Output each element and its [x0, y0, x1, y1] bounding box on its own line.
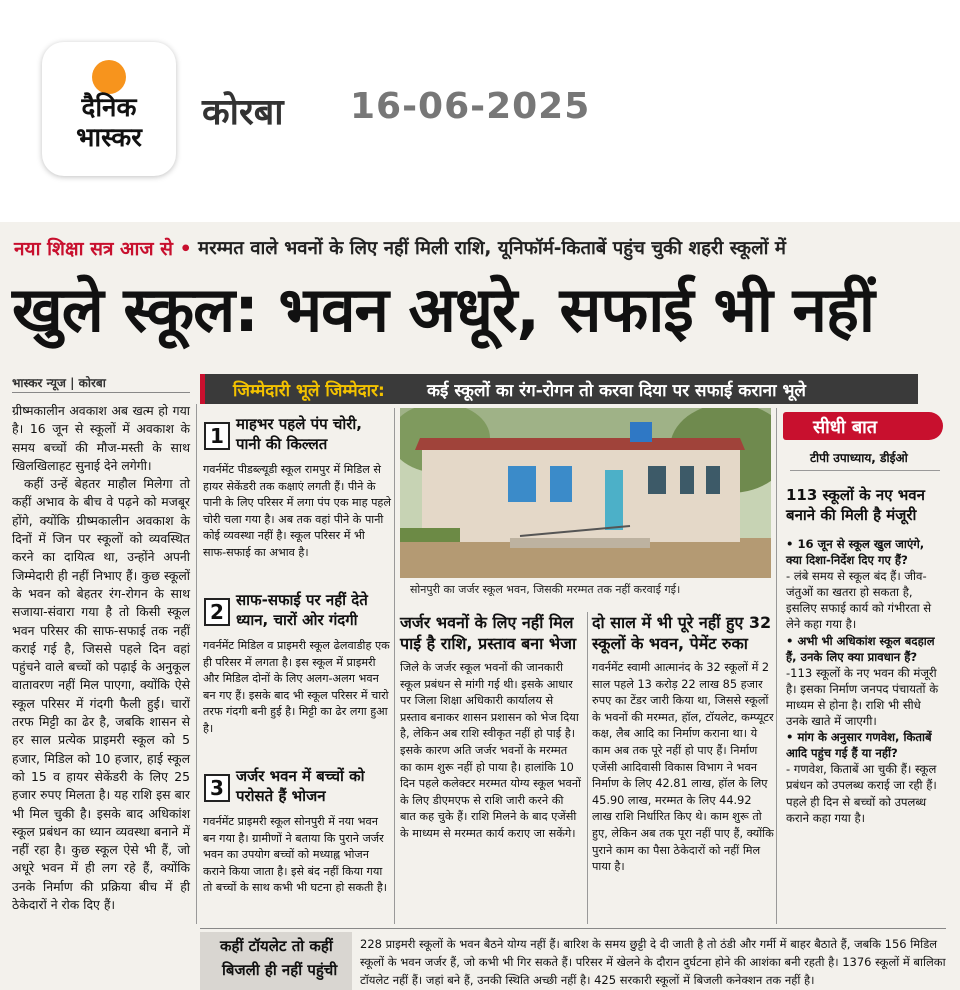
school-building-illustration [400, 408, 771, 578]
story-number: 3 [204, 774, 230, 802]
sun-icon [92, 60, 126, 94]
divider [790, 470, 940, 471]
divider [12, 392, 190, 393]
logo-line1: दैनिक [81, 93, 137, 123]
story-heading: जर्जर भवन में बच्चों को परोसते हैं भोजन [236, 767, 365, 805]
bottom-body: 228 प्राइमरी स्कूलों के भवन बैठने योग्य नहीं हैं। बारिश के समय छुट्टी दे दी जाती है तो ठंडी और गर्मी में बाहर बैठाते हैं, जबकि 156 मिडिल स्कूलों के भवन जर्जर हैं, जो कभी भी गिर सकते हैं। परिसर में खेलने के दौरान दुर्घटना होने की आशंका बनी रहती है। 1376 स्कूलों में बालिका टॉयलेट नहीं हैं। जहां बने हैं, उनकी स्थिति अच्छी नहीं है। 425 सरकारी स्कूलों में बिजली कनेक्शन तक नहीं है। [360, 937, 946, 987]
interview-question: • अभी भी अधिकांश स्कूल बदहाल हैं, उनके लिए क्या प्रावधान हैं? [786, 633, 935, 664]
story-body: गवर्नमेंट प्राइमरी स्कूल सोनपुरी में नया भवन बन गया है। ग्रामीणों ने बताया कि पुराने जर्जर भवन का उपयोग बच्चों को मध्याह्न भोजन कराने किया जाता है। इसे बंद नहीं किया गया तो बच्चों के साथ कभी भी घटना हो सकती है। [203, 815, 388, 895]
interview-answer: - गणवेश, किताबें आ चुकी हैं। स्कूल प्रबंधन को उपलब्ध कराई जा रही हैं। पहले ही दिन से बच्चों को उपलब्ध कराने कहा गया है। [786, 762, 937, 825]
story-number: 2 [204, 598, 230, 626]
photo-caption: सोनपुरी का जर्जर स्कूल भवन, जिसकी मरम्मत तक नहीं करवाई गई। [410, 583, 681, 596]
divider [776, 408, 777, 924]
edition-city: कोरबा [202, 92, 284, 133]
divider [200, 928, 946, 929]
interview-question: • 16 जून से स्कूल खुल जाएंगे, क्या दिशा-निर्देश दिए गए हैं? [786, 537, 925, 568]
interview-tag-label: सीधी बात [813, 417, 878, 438]
edition-date: 16-06-2025 [350, 86, 591, 127]
story-body: गवर्नमेंट स्वामी आत्मानंद के 32 स्कूलों में 2 साल पहले 13 करोड़ 22 लाख 85 हजार रुपए का टेंडर जारी किया था, जिससे स्कूलों के भवनों की मरम्मत, हॉल, टॉयलेट, कम्प्यूटर कक्ष, लैब आदि का निर्माण कराना था। ये काम अब तक पूरे नहीं हो पाए हैं। निर्माण एजेंसी आदिवासी विकास विभाग ने भवन निर्माण के लिए 42.81 लाख, हॉल के लिए 45.90 लाख, मरम्मत के लिए 44.92 लाख राशि निर्धारित किए थे। काम शुरू तो हुए, लेकिन अब तक पूरा नहीं पाए हैं, क्योंकि पुराने काम का पैसा ठेकेदारों को नहीं मिल पाया है। [592, 661, 774, 874]
story-heading: दो साल में भी पूरे नहीं हुए 32 स्कूलों के भवन, पेमेंट रुका [592, 613, 772, 653]
dainik-bhaskar-logo[interactable] [42, 42, 176, 176]
school-building-photo [400, 408, 771, 578]
divider [394, 408, 395, 924]
strap-banner [200, 374, 918, 404]
app-header [0, 0, 960, 210]
story-heading: जर्जर भवनों के लिए नहीं मिल पाई है राशि, प्रस्ताव बना भेजा [400, 613, 577, 653]
story-heading: माहभर पहले पंप चोरी, पानी की किल्लत [236, 415, 362, 453]
bottom-label: कहीं टॉयलेट तो कहीं [220, 937, 333, 955]
byline: भास्कर न्यूज | कोरबा [12, 376, 106, 390]
interview-tag [783, 412, 943, 440]
interview-body [786, 536, 942, 826]
interview-answer: -113 स्कूलों के नए भवन की मंजूरी है। इसका निर्माण जनपद पंचायतों के माध्यम से होना है। राशि भी सीधे उनके खाते में जाएगी। [786, 665, 939, 729]
divider [196, 404, 197, 924]
kicker: नया शिक्षा सत्र आज से • [14, 238, 192, 260]
story-body: गवर्नमेंट मिडिल व प्राइमरी स्कूल ढेलवाडीह एक ही परिसर में लगता है। इस स्कूल में प्राइमरी और मिडिल दोनों के लिए अलग-अलग भवन बन गए हैं। इसके बाद भी स्कूल परिसर में चारो तरफ गंदगी बनी हुई है। मिट्टी का ढेर लगा हुआ है। [203, 639, 390, 735]
story-number: 1 [204, 422, 230, 450]
headline: खुले स्कूल: भवन अधूरे, सफाई भी नहीं [12, 273, 874, 346]
logo-line2: भास्कर [76, 123, 142, 153]
story-heading: साफ-सफाई पर नहीं देते ध्यान, चारों ओर गंदगी [236, 591, 368, 629]
bottom-label: बिजली ही नहीं पहुंची [222, 961, 338, 979]
kicker-subtitle: मरम्मत वाले भवनों के लिए नहीं मिली राशि, यूनिफॉर्म-किताबें पहुंच चुकी शहरी स्कूलों में [198, 238, 786, 259]
strap-label: जिम्मेदारी भूले जिम्मेदार: [233, 381, 385, 401]
lead-paragraph: ग्रीष्मकालीन अवकाश अब खत्म हो गया है। 16 जून से स्कूलों में अवकाश के समय बच्चों की मौज-मस्ती के साथ खिलखिलाहट सुनाई देने लगेगी। [12, 403, 190, 473]
lead-paragraph: कहीं उन्हें बेहतर माहौल मिलेगा तो कहीं अभाव के बीच वे पढ़ने को मजबूर होंगे, क्योंकि ग्रीष्मकालीन अवकाश के दिनों में जिन पर स्कूलों को व्यवस्थित करने का दायित्व था, उन्होंने अपनी जिम्मेदारी ही नहीं निभाए हैं। कुछ स्कूलों के भवन को बेहतर रंग-रोगन के साथ सजाया-संवारा गया है तो किसी स्कूल भवन परिसर की साफ-सफाई तक नहीं कराई गई है, जिससे पहले दिन वहां पहुंचने वाले बच्चों को पढ़ाई के अनुकूल वातावरण नहीं मिल पाएगा, क्योंकि ऐसे स्कूल परिसर में गंदगी फैली हुई। चारों तरफ मिट्टी का ढेर है, जबकि शासन से हर साल प्रत्येक प्राइमरी स्कूल को 5 हजार, मिडिल को 10 हजार, हाई स्कूल को 15 व हायर सेकेंडरी के लिए 25 हजार रुपए मिलता है। यह राशि इस बार भी मिल चुकी है। इसके बाद अधिकांश स्कूल प्रबंधन का ध्यान व्यवस्था बनाने में नहीं रहा है। कुछ स्कूल ऐसे भी हैं, जो अधूरे भवन में ही लग रहे हैं, क्योंकि उनके निर्माण की प्रक्रिया बीच में ही ठेकेदारों ने रोक दिए हैं। [12, 476, 190, 913]
divider [587, 612, 588, 924]
interview-answer: - लंबे समय से स्कूल बंद हैं। जीव-जंतुओं का खतरा हो सकता है, इसलिए सफाई कार्य को गंभीरता से लेने कहा गया है। [786, 569, 932, 632]
story-body: गवर्नमेंट पीडब्ल्यूडी स्कूल रामपुर में मिडिल से हायर सेकेंडरी तक कक्षाएं लगती हैं। पीने के पानी के लिए परिसर में लगा पंप एक माह पहले चोरी चला गया है। अब तक वहां पीने के पानी कोई व्यवस्था नहीं है। स्कूल परिसर में भी साफ-सफाई का अभाव है। [203, 463, 391, 559]
interview-heading: 113 स्कूलों के नए भवन बनाने की मिली है मंजूरी [786, 486, 925, 524]
interview-question: • मांग के अनुसार गणवेश, किताबें आदि पहुंच गई हैं या नहीं? [786, 730, 932, 761]
story-body: जिले के जर्जर स्कूल भवनों की जानकारी स्कूल प्रबंधन से मांगी गई थी। इसके आधार पर जिला शिक्षा अधिकारी कार्यालय से प्रस्ताव बनाकर शासन प्रशासन को भेज दिया है, लेकिन अब राशि स्वीकृत नहीं हो पाई है। इसके कारण अति जर्जर भवनों के मरम्मत का काम शुरू नहीं हो पाया है। हालांकि 10 दिन पहले कलेक्टर मरम्मत योग्य स्कूल भवनों के लिए डीएमएफ से राशि जारी करने की बात कह चुके हैं। राशि मिलने के बाद एजेंसी के माध्यम से मरम्मत कार्य कराए जा सकेंगे। [400, 661, 581, 840]
interviewee-name: टीपी उपाध्याय, डीईओ [810, 451, 908, 465]
strap-text: कई स्कूलों का रंग-रोगन तो करवा दिया पर सफाई कराना भूले [427, 381, 806, 401]
lead-column [12, 402, 190, 914]
